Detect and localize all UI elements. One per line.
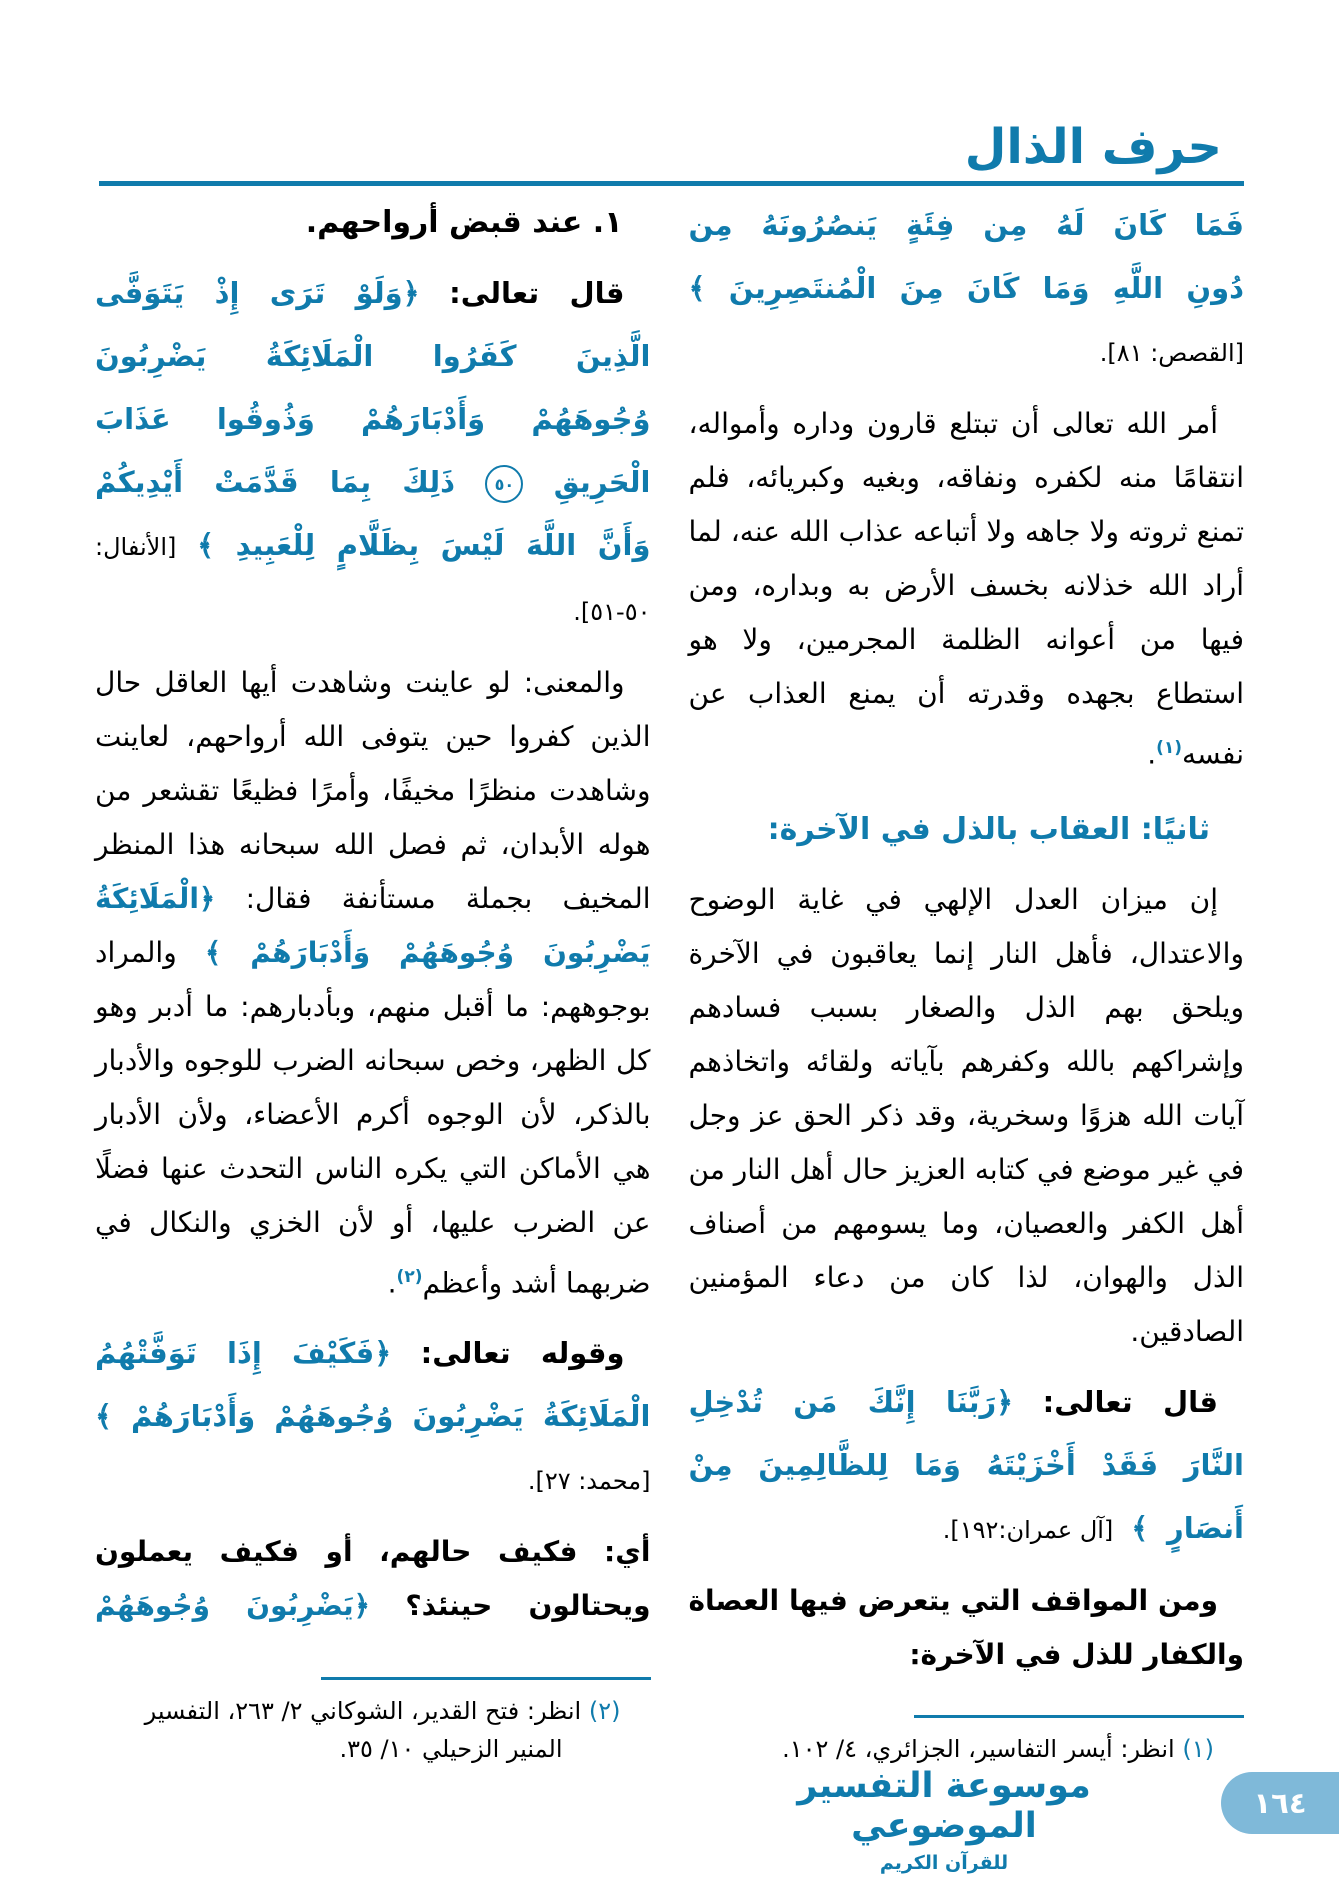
footnote-ref-1: (١) bbox=[1156, 738, 1183, 758]
page-header bbox=[99, 0, 1244, 186]
ayah-number-50: ٥٠ bbox=[485, 465, 523, 503]
footnotes-left bbox=[95, 1671, 651, 1768]
period: . bbox=[1147, 737, 1157, 771]
quran-fragment-tail: ﴿يَضْرِبُونَ وُجُوهَهُمْ bbox=[95, 1589, 371, 1623]
paragraph-text: أمر الله تعالى أن تبتلع قارون وداره وأمواله، انتقامًا منه لكفره ونفاقه، وبغيه وكبريائه، فلم تمنع ثروته ولا جاهه ولا أتباعه عذاب الله عنه، لما أراد الله خذلانه بخسف الأرض به وبداره، ومن فيها من أعوانه الظلمة المجرمين، ولا هو استطاع بجهده وقدرته أن يمنع العذاب عن نفسه bbox=[688, 407, 1244, 771]
verse-text-b: ذَلِكَ بِمَا قَدَّمَتْ أَيْدِيكُمْ وَأَنَّ اللَّهَ لَيْسَ بِظَلَّامٍ لِلْعَبِيدِ ﴾ bbox=[95, 465, 651, 562]
paragraph-text: أي: فكيف حالهم، أو فكيف يعملون ويحتالون حينئذ؟ bbox=[95, 1535, 651, 1623]
footnote-text: انظر: فتح القدير، الشوكاني ٢/ ٢٦٣، التفسير المنير الزحيلي ١٠/ ٣٥. bbox=[144, 1697, 582, 1763]
qala-taala-label: قال تعالى: bbox=[1042, 1385, 1218, 1420]
footnote-text: انظر: أيسر التفاسير، الجزائري، ٤/ ١٠٢. bbox=[782, 1735, 1175, 1763]
paragraph-text-b: والمراد بوجوههم: ما أقبل منهم، وبأدبارهم: ما أدبر وهو كل الظهر، وخص سبحانه الضرب للوجوه والأدبار بالذكر، لأن الوجوه أكرم الأعضاء، ولأن الأدبار هي الأماكن التي يكره الناس التحدث عنها فضلًا عن الضرب عليها، أو لأن الخزي والنكال في ضربهما أشد وأعظم bbox=[95, 936, 651, 1300]
paragraph-divine-justice: إن ميزان العدل الإلهي في غاية الوضوح والاعتدال، فأهل النار إنما يعاقبون في الآخرة ويلحق بهم الذل والصغار بسبب فسادهم وإشراكهم بالله وكفرهم بآياته ولقائه واتخاذهم آيات الله هزوًا وسخرية، وقد ذكر الحق عز وجل في غير موضع في كتابه العزيز حال أهل النار من أهل الكفر والعصيان، وما يسومهم من أصناف الذل والهوان، لذا كان من دعاء المؤمنين الصادقين. bbox=[688, 883, 1244, 1349]
verse-ref-muhammad: [محمد: ٢٧]. bbox=[527, 1467, 651, 1496]
publisher-logo bbox=[719, 1766, 1169, 1874]
right-column bbox=[689, 194, 1245, 1768]
footnote-marker: (١) bbox=[1182, 1735, 1214, 1763]
footnote-marker: (٢) bbox=[588, 1697, 621, 1725]
period: . bbox=[387, 1266, 397, 1300]
page-number: ١٦٤ bbox=[1253, 1786, 1307, 1820]
footnote-separator bbox=[914, 1715, 1244, 1718]
inline-quran-fragment: ﴿الْمَلَائِكَةُ يَضْرِبُونَ وُجُوهَهُمْ وَأَدْبَارَهُمْ ﴾ bbox=[95, 882, 651, 969]
section-heading-punishment-hereafter: ثانيًا: العقاب بالذل في الآخرة: bbox=[767, 812, 1210, 848]
page-body bbox=[95, 194, 1244, 1768]
quran-verse-muhammad bbox=[95, 1322, 651, 1513]
verse-text-a: ﴿وَلَوْ تَرَى إِذْ يَتَوَفَّى الَّذِينَ كَفَرُوا الْمَلَائِكَةُ يَضْرِبُونَ وُجُوهَهُمْ وَأَدْبَارَهُمْ وَذُوقُوا عَذَابَ الْحَرِيقِ bbox=[95, 276, 651, 499]
waqawluhu-label: وقوله تعالى: bbox=[420, 1336, 625, 1371]
quran-verse-anfal bbox=[95, 262, 651, 644]
footnote-2 bbox=[95, 1692, 621, 1768]
verse-ref-aal-imran: [آل عمران:١٩٢]. bbox=[942, 1516, 1114, 1545]
footnote-ref-2: (٢) bbox=[396, 1267, 423, 1287]
quran-verse-aal-imran bbox=[689, 1371, 1245, 1562]
paragraph-text-a: والمعنى: لو عاينت وشاهدت أيها العاقل حال الذين كفروا حين يتوفى الله أرواحهم، لعاينت وشاهدت منظرًا مخيفًا، وأمرًا فظيعًا تقشعر من هوله الأبدان، ثم فصل الله سبحانه هذا المنظر المخيف بجملة مستأنفة فقال: bbox=[95, 666, 651, 915]
footnote-1 bbox=[689, 1730, 1215, 1768]
verse-text: ﴿رَبَّنَا إِنَّكَ مَن تُدْخِلِ النَّارَ فَقَدْ أَخْزَيْتَهُ وَمَا لِلظَّالِمِينَ مِنْ أَنصَارٍ ﴾ bbox=[688, 1385, 1244, 1546]
verse-ref-qasas: [القصص: ٨١]. bbox=[1099, 339, 1244, 367]
publisher-logo-title: موسوعة التفسير الموضوعي bbox=[797, 1766, 1091, 1846]
paragraph-qarun bbox=[689, 397, 1245, 781]
chapter-title: حرف الذال bbox=[964, 119, 1222, 175]
page-number-tab bbox=[1221, 1772, 1339, 1834]
paragraph-mawaqif-lead: ومن المواقف التي يتعرض فيها العصاة والكفار للذل في الآخرة: bbox=[688, 1584, 1244, 1672]
paragraph-ay-kayfa bbox=[95, 1525, 651, 1633]
qala-taala-label: قال تعالى: bbox=[449, 276, 625, 310]
left-column bbox=[95, 194, 651, 1768]
paragraph-meaning bbox=[95, 656, 651, 1310]
publisher-logo-subtitle: للقرآن الكريم bbox=[879, 1852, 1009, 1874]
verse-text: فَمَا كَانَ لَهُ مِن فِئَةٍ يَنصُرُونَهُ مِن دُونِ اللَّهِ وَمَا كَانَ مِنَ الْمُنتَصِرِينَ ﴾ bbox=[688, 208, 1244, 305]
section-heading-qabd-arwah: ١. عند قبض أرواحهم. bbox=[305, 205, 623, 240]
footnotes-right bbox=[689, 1709, 1245, 1768]
verse-text: ﴿فَكَيْفَ إِذَا تَوَفَّتْهُمُ الْمَلَائِكَةُ يَضْرِبُونَ وُجُوهَهُمْ وَأَدْبَارَهُمْ ﴾ bbox=[95, 1336, 651, 1434]
verse-ref-anfal: [الأنفال: ٥٠-٥١]. bbox=[95, 533, 651, 626]
quran-verse-qasas bbox=[689, 194, 1245, 385]
footnote-separator bbox=[321, 1677, 651, 1680]
